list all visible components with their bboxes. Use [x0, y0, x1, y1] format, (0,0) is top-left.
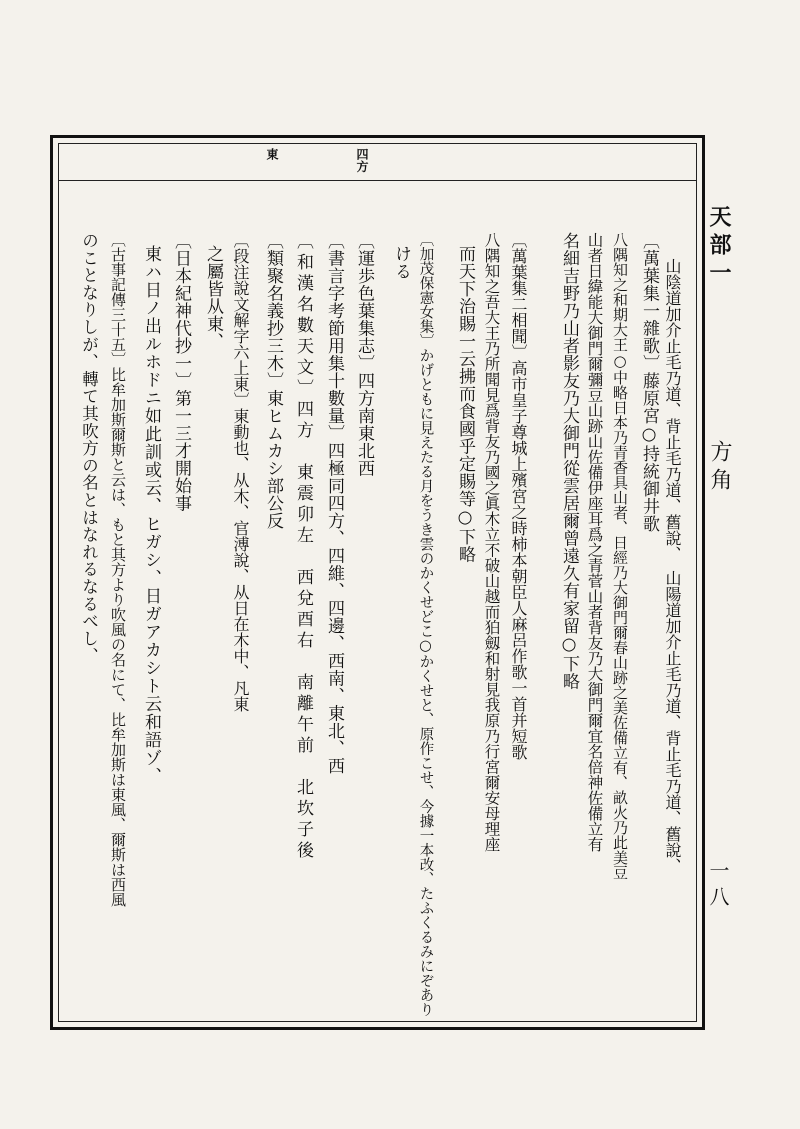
- category-title: 天部一: [706, 205, 732, 289]
- body-line-17: 〔日本紀神代抄一〕第一三才開始事: [171, 232, 191, 512]
- body-line-4: 山者日緯能大御門爾彌豆山跡山佐備伊座耳爲之青菅山者背友乃大御門爾宜名倍神佐備立有: [585, 232, 604, 852]
- body-line-8: 而天下治賜一云拂而食國乎定賜等○下略: [455, 245, 475, 563]
- body-line-11: 〔運歩色葉集志〕四方南東北西: [354, 232, 374, 477]
- body-line-6: 〔萬葉集二相聞〕高市皇子尊城上殯宮之時柿本朝臣人麻呂作歌一首并短歌: [509, 232, 528, 760]
- body-line-19: 〔古事記傳三十五〕比牟加斯爾斯と云は、もと其方より吹風の名にて、比牟加斯は東風、爾斯は西風: [109, 232, 127, 907]
- body-line-5: 名細吉野乃山者影友乃大御門從雲居爾曾遠久有家留○下略: [559, 232, 579, 690]
- header-col-four-directions: 四方: [355, 148, 369, 173]
- body-line-9: 〔加茂保憲女集〕かげともに見えたる月をうき雲のかくせどこ○かくせと、原作こせ、今據一本改、たふくるみにぞあり: [417, 232, 434, 1017]
- body-line-7: 八隅知之吾大王乃所聞見爲背友乃國之眞木立不破山越而狛劔和射見我原乃行宮爾安母理座: [482, 232, 501, 852]
- page-number: 一八: [706, 860, 730, 912]
- body-line-13: 〔和漢名數天文〕四方 東震卯左 西兌酉右 南離午前 北坎子後: [293, 232, 313, 862]
- body-line-12: 〔書言字考節用集十數量〕四極同四方、四維、四邊、西南、東北、西: [324, 232, 344, 775]
- header-col-east: 東: [265, 148, 279, 161]
- body-line-16: 之屬皆从東、: [203, 245, 223, 350]
- section-subtitle: 方角: [707, 440, 732, 496]
- header-rule: [58, 180, 697, 181]
- body-line-10: ける: [391, 245, 411, 280]
- body-line-14: 〔類聚名義抄三木〕東ヒムカシ部公反: [263, 232, 283, 530]
- body-line-2: 〔萬葉集一雜歌〕藤原宮○持統御井歌: [639, 232, 659, 533]
- body-line-3: 八隅知之和期大王○中略日本乃青香具山者、日經乃大御門爾春山跡之美佐備立有、畝火乃此美豆: [611, 232, 629, 880]
- body-line-1: 山陰道加介止毛乃道、背止毛乃道、舊說、 山陽道加介止毛乃道、背止毛乃道、舊說、: [663, 258, 682, 874]
- body-line-18: 東ハ日ノ出ルホドニ如此訓或云、ヒガシ、日ガアカシト云和語ゾ、: [141, 245, 161, 785]
- body-line-20: のことなりしが、轉て其吹方の名とはなれるなるべし、: [79, 232, 99, 665]
- body-line-15: 〔段注說文解字六上東〕東動也、从木、官溥說、从日在木中、凡東: [231, 232, 250, 712]
